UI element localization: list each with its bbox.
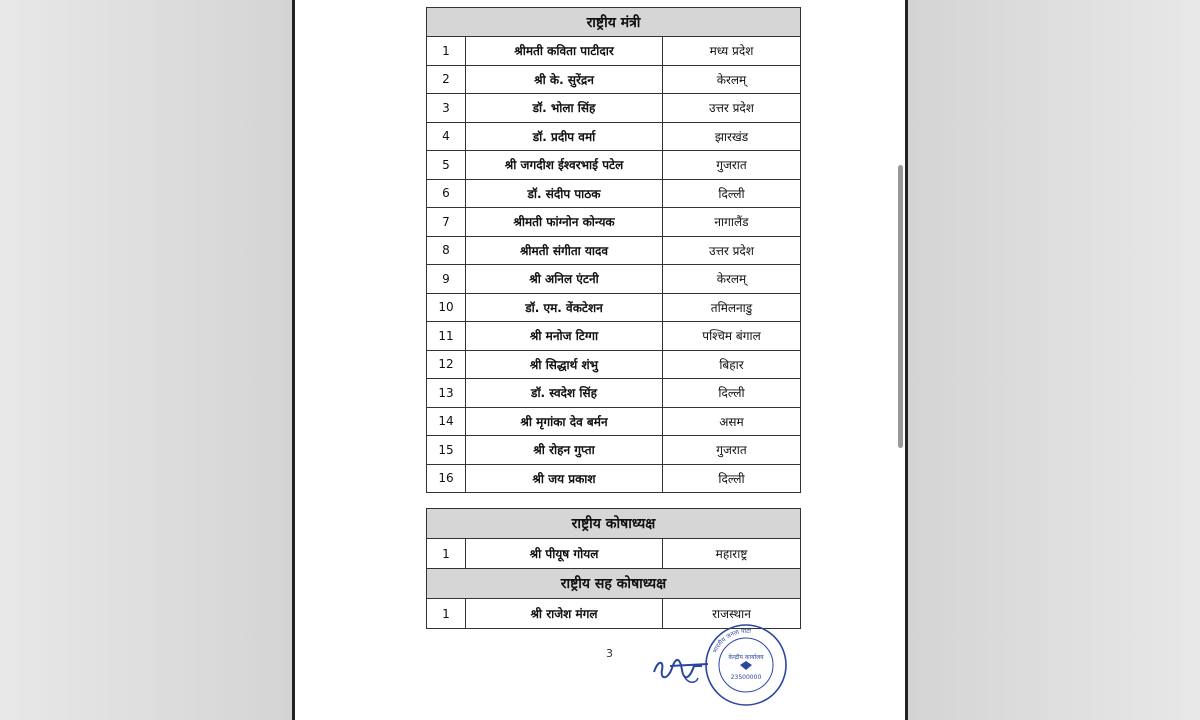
member-name: श्री रोहन गुप्ता [466, 436, 663, 465]
member-state: दिल्ली [663, 379, 801, 408]
member-state: नागालैंड [663, 208, 801, 237]
table-row [427, 464, 801, 493]
table-row [427, 436, 801, 465]
member-name: श्री सिद्धार्थ शंभु [466, 350, 663, 379]
lotus-icon [740, 661, 752, 670]
serial-number: 15 [427, 436, 466, 465]
seal-center-text: केन्द्रीय कार्यालय [728, 654, 764, 661]
member-state: बिहार [663, 350, 801, 379]
table-row [427, 379, 801, 408]
member-state: पश्चिम बंगाल [663, 322, 801, 351]
member-name: डॉ. संदीप पाठक [466, 179, 663, 208]
member-state: महाराष्ट्र [663, 539, 801, 569]
table-row [427, 539, 801, 569]
serial-number: 4 [427, 122, 466, 151]
member-name: श्री पीयूष गोयल [466, 539, 663, 569]
national-treasurer-table [426, 508, 801, 629]
serial-number: 11 [427, 322, 466, 351]
member-name: श्री मनोज टिग्गा [466, 322, 663, 351]
page-number: 3 [606, 647, 613, 660]
member-state: गुजरात [663, 151, 801, 180]
serial-number: 1 [427, 599, 466, 629]
member-state: दिल्ली [663, 464, 801, 493]
table-row [427, 293, 801, 322]
member-state: गुजरात [663, 436, 801, 465]
serial-number: 14 [427, 407, 466, 436]
seal-top-text: भारतीय जनता पार्टी [711, 627, 752, 655]
table-row [427, 236, 801, 265]
serial-number: 5 [427, 151, 466, 180]
section-title-national-co-treasurer: राष्ट्रीय सह कोषाध्यक्ष [427, 569, 801, 599]
table-row [427, 151, 801, 180]
serial-number: 12 [427, 350, 466, 379]
member-name: डॉ. भोला सिंह [466, 94, 663, 123]
member-state: असम [663, 407, 801, 436]
member-state: उत्तर प्रदेश [663, 236, 801, 265]
table-row [427, 208, 801, 237]
member-state: दिल्ली [663, 179, 801, 208]
member-name: डॉ. एम. वेंकटेशन [466, 293, 663, 322]
blurred-background-right [908, 0, 1200, 720]
serial-number: 7 [427, 208, 466, 237]
serial-number: 9 [427, 265, 466, 294]
table-header-row [427, 569, 801, 599]
member-name: श्री के. सुरेंद्रन [466, 65, 663, 94]
scrollbar[interactable] [898, 165, 903, 448]
table-row [427, 265, 801, 294]
member-name: श्रीमती संगीता यादव [466, 236, 663, 265]
member-name: श्रीमती फांग्नोन कोन्यक [466, 208, 663, 237]
blurred-background-left [0, 0, 292, 720]
table-row [427, 179, 801, 208]
serial-number: 6 [427, 179, 466, 208]
member-name: श्री राजेश मंगल [466, 599, 663, 629]
table-row [427, 350, 801, 379]
member-name: डॉ. स्वदेश सिंह [466, 379, 663, 408]
member-name: श्री जय प्रकाश [466, 464, 663, 493]
member-state: उत्तर प्रदेश [663, 94, 801, 123]
serial-number: 1 [427, 37, 466, 66]
member-state: केरलम् [663, 265, 801, 294]
serial-number: 2 [427, 65, 466, 94]
table-row [427, 37, 801, 66]
member-state: झारखंड [663, 122, 801, 151]
seal-number: 23500000 [730, 674, 762, 681]
member-name: श्रीमती कविता पाटीदार [466, 37, 663, 66]
member-state: मध्य प्रदेश [663, 37, 801, 66]
member-name: श्री जगदीश ईश्वरभाई पटेल [466, 151, 663, 180]
table-header-row [427, 509, 801, 539]
table-row [427, 322, 801, 351]
table-row [427, 65, 801, 94]
national-secretaries-table [426, 7, 801, 493]
party-office-seal [704, 623, 788, 707]
member-name: डॉ. प्रदीप वर्मा [466, 122, 663, 151]
table-row [427, 94, 801, 123]
section-title-national-secretary: राष्ट्रीय मंत्री [427, 8, 801, 37]
member-state: राजस्थान [663, 599, 801, 629]
serial-number: 8 [427, 236, 466, 265]
serial-number: 1 [427, 539, 466, 569]
serial-number: 13 [427, 379, 466, 408]
table-row [427, 407, 801, 436]
serial-number: 10 [427, 293, 466, 322]
member-state: तमिलनाडु [663, 293, 801, 322]
table-header-row [427, 8, 801, 37]
member-name: श्री अनिल एंटनी [466, 265, 663, 294]
member-state: केरलम् [663, 65, 801, 94]
section-title-national-treasurer: राष्ट्रीय कोषाध्यक्ष [427, 509, 801, 539]
serial-number: 3 [427, 94, 466, 123]
member-name: श्री मृगांका देव बर्मन [466, 407, 663, 436]
table-row [427, 122, 801, 151]
serial-number: 16 [427, 464, 466, 493]
